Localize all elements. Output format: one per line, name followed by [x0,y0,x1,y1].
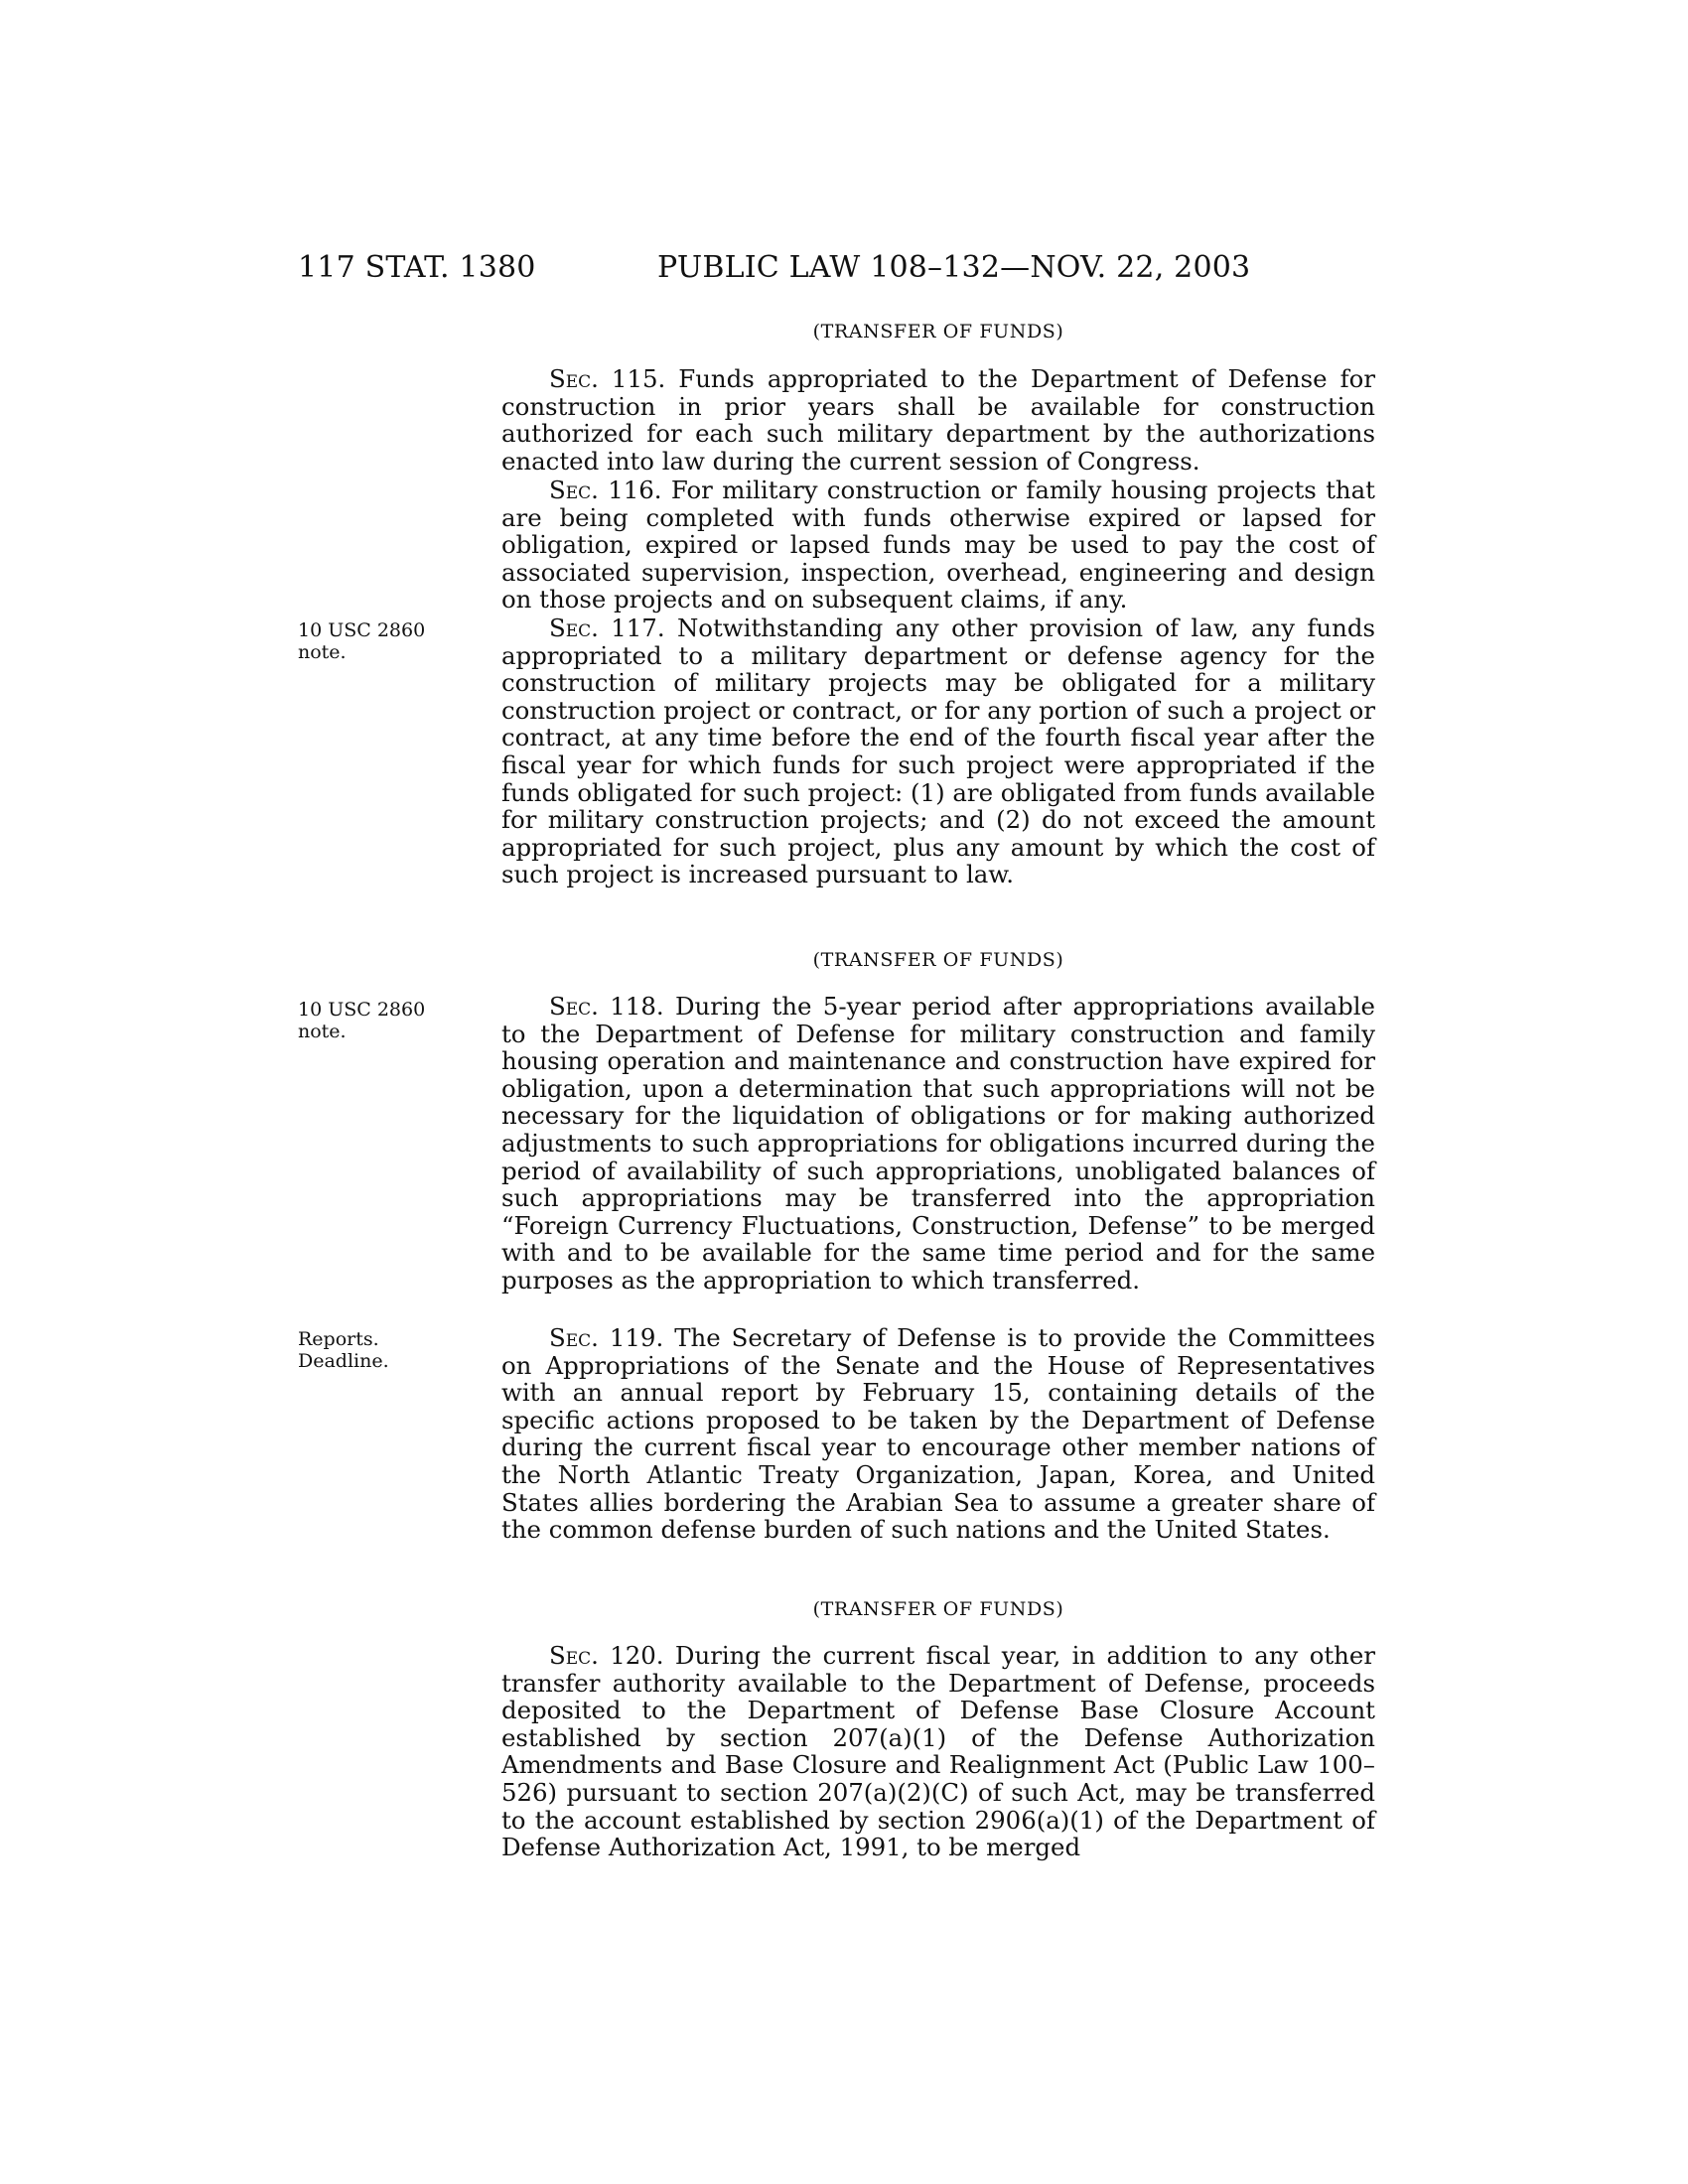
section-label: Sec. 117. [549,614,665,642]
margin-note-117 [298,619,457,663]
section-label: Sec. 118. [549,992,664,1021]
section-heading: (TRANSFER OF FUNDS) [812,321,1064,342]
section-text: The Secretary of Defense is to provide the Committees on Appropriations of the Senate and the House of Representatives with an annual report by February 15, containing details of the specific actions proposed to be taken by the Department of Defense during the current fiscal year to encourage other member nations of the North Atlantic Treaty Organization, Japan, Korea, and United States allies bordering the Arabian Sea to assume a greater share of the common defense burden of such nations and the United States. [501,1323,1375,1545]
section-115 [501,365,1375,475]
margin-note-line: Reports. [298,1328,379,1350]
section-117 [501,614,1375,888]
margin-note-line: note. [298,641,347,663]
section-label: Sec. 120. [549,1641,664,1670]
margin-note-119 [298,1328,457,1372]
section-text: For military construction or family housing projects that are being completed with funds otherwise expired or lapsed for obligation, expired or lapsed funds may be used to pay the cost of associated supervision, inspection, overhead, engineering and design on those projects and on subsequent claims, if any. [501,476,1375,614]
margin-note-118 [298,999,457,1042]
statute-page-number: 117 STAT. 1380 [298,250,536,285]
section-116 [501,477,1375,614]
section-heading: (TRANSFER OF FUNDS) [812,949,1064,971]
public-law-header: PUBLIC LAW 108–132—NOV. 22, 2003 [657,250,1251,285]
section-text: Funds appropriated to the Department of Defense for construction in prior years shall be available for construction authorized for each such military department by the authorizations enacted into law during the current session of Congress. [501,364,1375,476]
section-120 [501,1642,1375,1861]
section-119 [501,1324,1375,1544]
section-label: Sec. 119. [549,1323,664,1352]
section-text: Notwithstanding any other provision of law, any funds appropriated to a military department or defense agency for the construction of military projects may be obligated for a military construction project or contract, or for any portion of such a project or contract, at any time before the end of the fourth fiscal year after the fiscal year for which funds for such project were appropriated if the funds obligated for such project: (1) are obligated from funds available for military construction projects; and (2) do not exceed the amount appropriated for such project, plus any amount by which the cost of such project is increased pursuant to law. [501,614,1375,889]
section-label: Sec. 115. [549,364,666,393]
section-text: During the 5-year period after appropriations available to the Department of Defense for military construction and family housing operation and maintenance and construction have expired for obligation, upon a determination that such appropriations will not be necessary for the liquidation of obligations or for making authorized adjustments to such appropriations for obligations incurred during the period of availability of such appropriations, unobligated balances of such appropriations may be transferred into the appropriation “Foreign Currency Fluctuations, Construction, Defense” to be merged with and to be available for the same time period and for the same purposes as the appropriation to which transferred. [501,992,1375,1295]
margin-note-line: 10 USC 2860 [298,999,426,1021]
section-heading: (TRANSFER OF FUNDS) [812,1598,1064,1620]
section-text: During the current fiscal year, in addition to any other transfer authority available to the Department of Defense, proceeds deposited to the Department of Defense Base Closure Account established by section 207(a)(1) of the Defense Authorization Amendments and Base Closure and Realignment Act (Public Law 100–526) pursuant to section 207(a)(2)(C) of such Act, may be transferred to the account established by section 2906(a)(1) of the Department of Defense Authorization Act, 1991, to be merged [501,1641,1375,1862]
section-label: Sec. 116. [549,476,662,504]
section-118 [501,993,1375,1295]
margin-note-line: Deadline. [298,1350,389,1372]
margin-note-line: note. [298,1021,347,1042]
margin-note-line: 10 USC 2860 [298,619,426,641]
